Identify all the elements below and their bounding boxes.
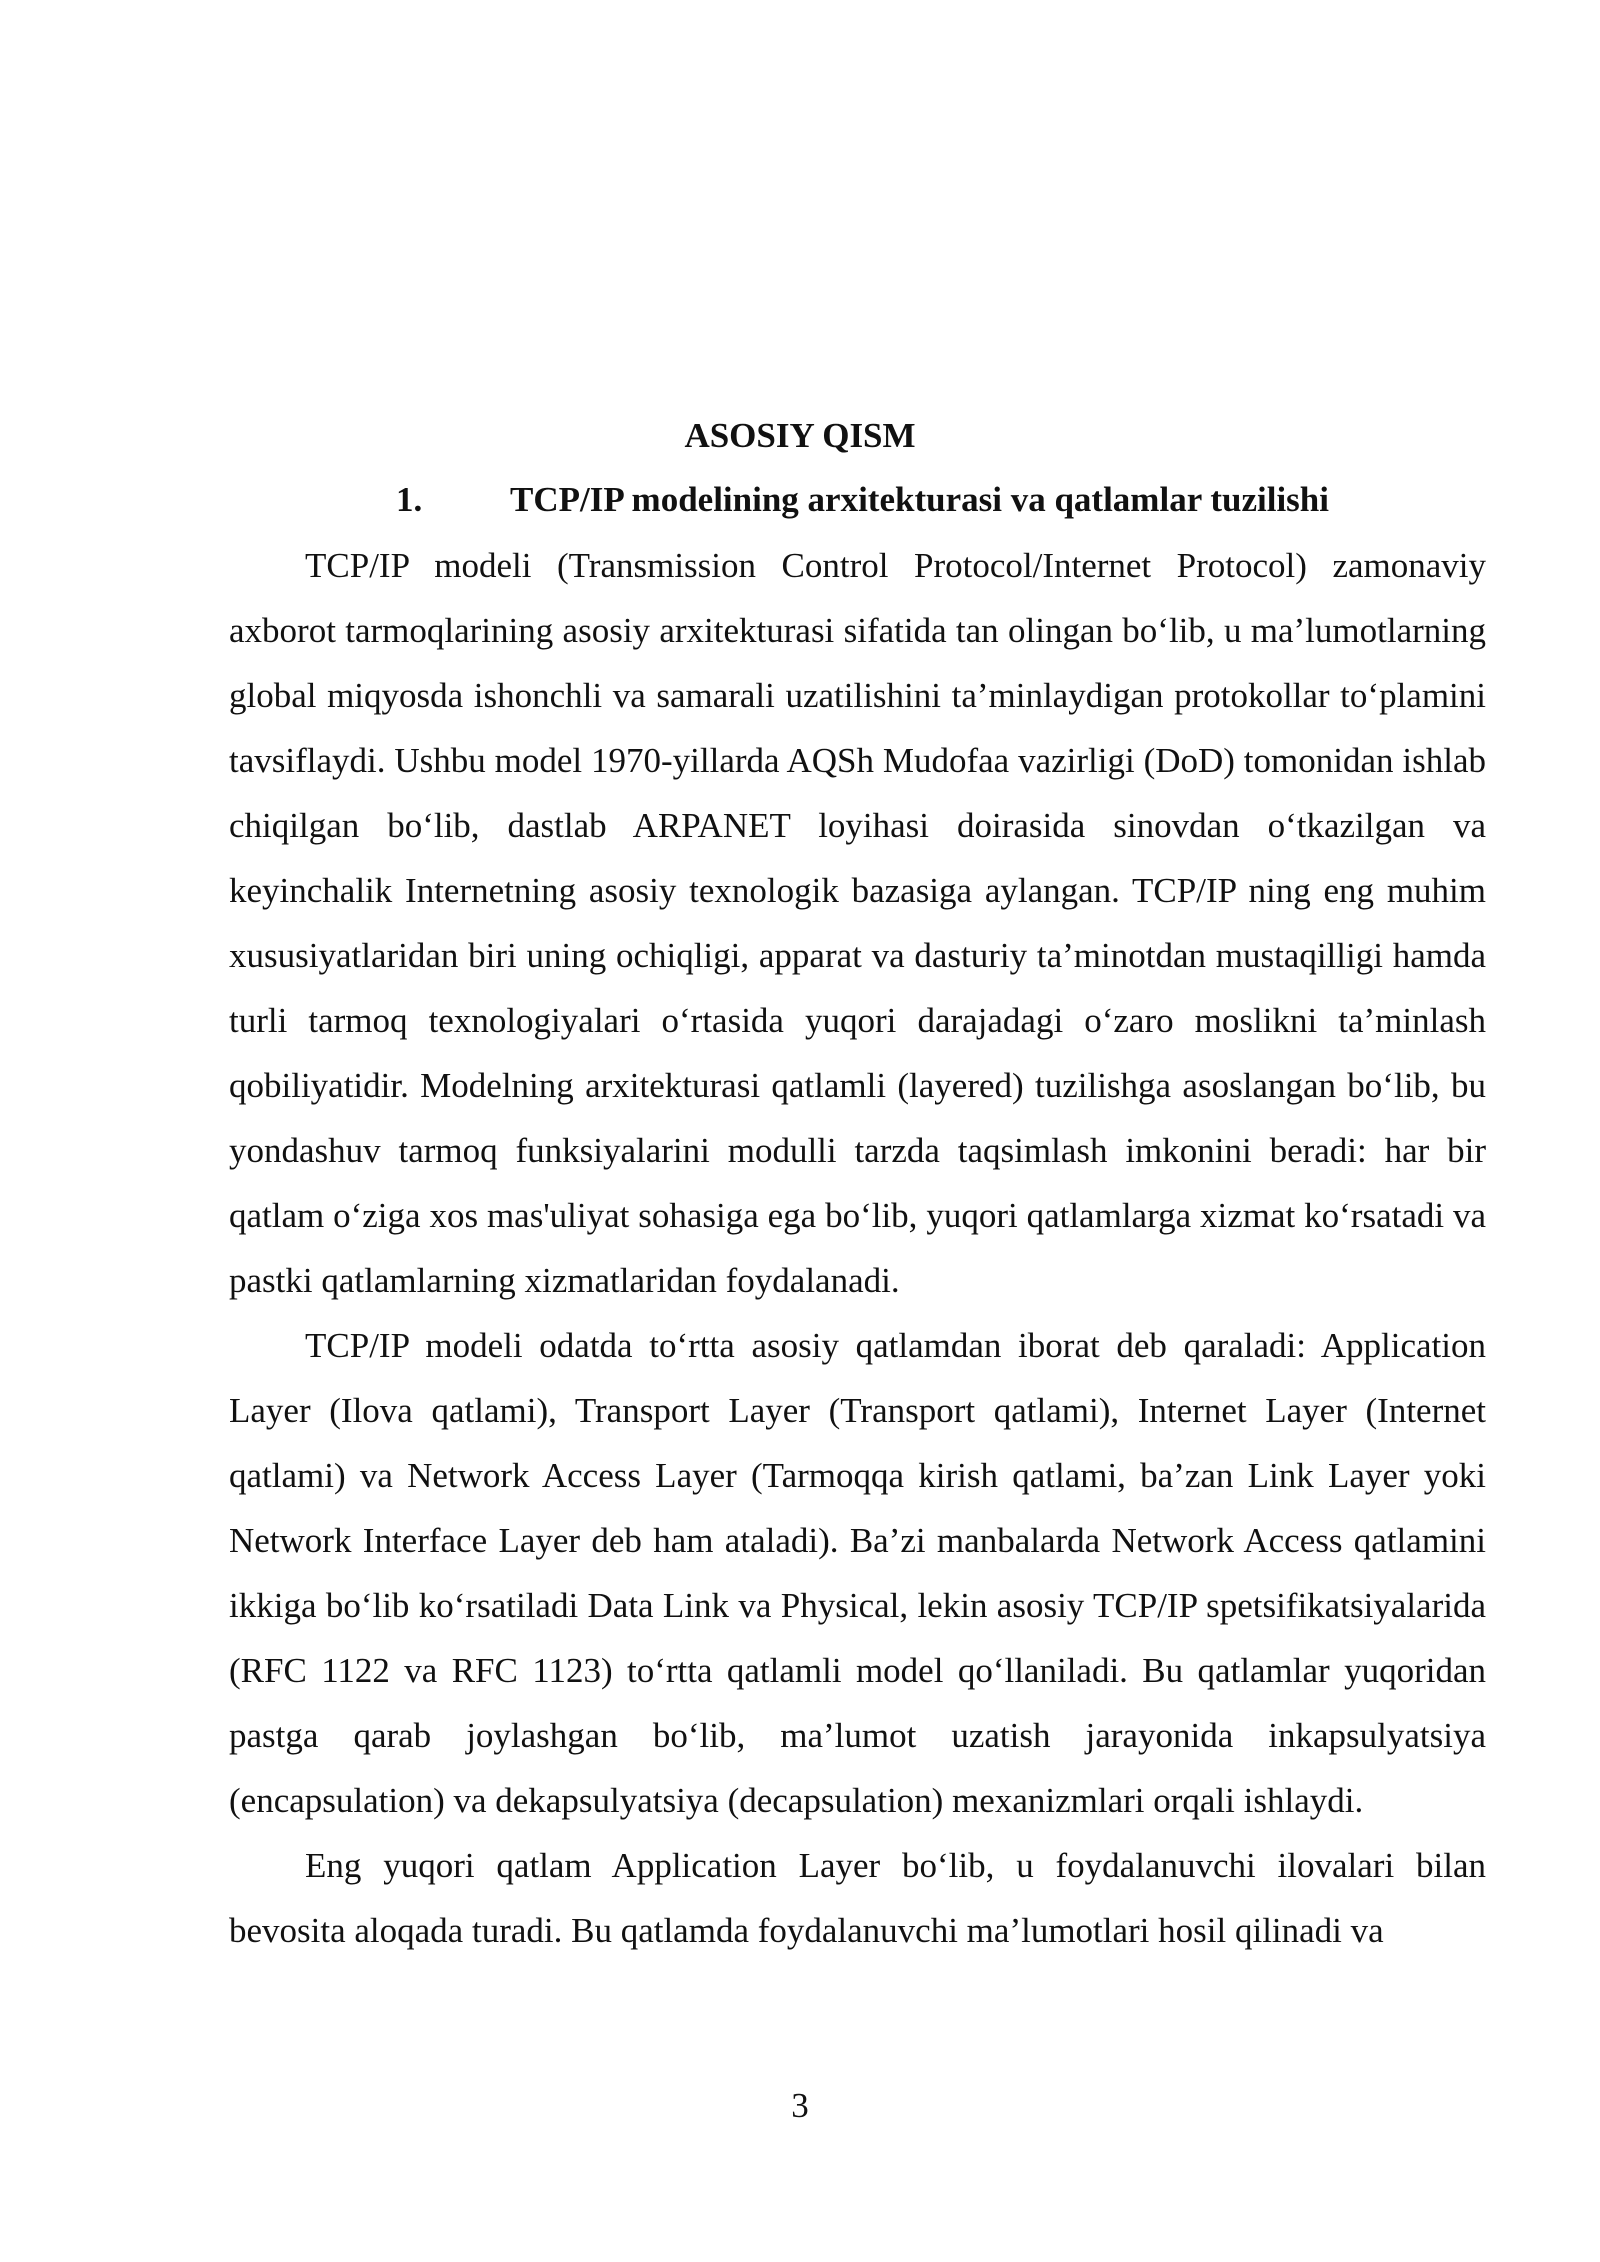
paragraph-2: TCP/IP modeli odatda to‘rtta asosiy qatlamdan iborat deb qaraladi: Application Layer (Ilova qatlami), Transport Layer (Transport qatlami), Internet Layer (Internet qatlami) va Network Access Layer (Tarmoqqa kirish qatlami, ba’zan Link Layer yoki Network Interface Layer deb ham ataladi). Ba’zi manbalarda Network Access qatlamini ikkiga bo‘lib ko‘rsatiladi Data Link va Physical, lekin asosiy TCP/IP spetsifikatsiyalarida (RFC 1122 va RFC 1123) to‘rtta qatlamli model qo‘llaniladi. Bu qatlamlar yuqoridan pastga qarab joylashgan bo‘lib, ma’lumot uzatish jarayonida inkapsulyatsiya (encapsulation) va dekapsulyatsiya (decapsulation) mexanizmlari orqali ishlaydi.: [229, 1326, 1486, 1820]
page-number: 3: [791, 2086, 809, 2125]
section-title: ASOSIY QISM: [684, 416, 916, 455]
heading-text: TCP/IP modelining arxitekturasi va qatlamlar tuzilishi: [510, 480, 1329, 519]
paragraph-1: TCP/IP modeli (Transmission Control Protocol/Internet Protocol) zamonaviy axborot tarmoqlarining asosiy arxitekturasi sifatida tan olingan bo‘lib, u ma’lumotlarning global miqyosda ishonchli va samarali uzatilishini ta’minlaydigan protokollar to‘plamini tavsiflaydi. Ushbu model 1970-yillarda AQSh Mudofaa vazirligi (DoD) tomonidan ishlab chiqilgan bo‘lib, dastlab ARPANET loyihasi doirasida sinovdan o‘tkazilgan va keyinchalik Internetning asosiy texnologik bazasiga aylangan. TCP/IP ning eng muhim xususiyatlaridan biri uning ochiqligi, apparat va dasturiy ta’minotdan mustaqilligi hamda turli tarmoq texnologiyalari o‘rtasida yuqori darajadagi o‘zaro moslikni ta’minlash qobiliyatidir. Modelning arxitekturasi qatlamli (layered) tuzilishga asoslangan bo‘lib, bu yondashuv tarmoq funksiyalarini modulli tarzda taqsimlash imkonini beradi: har bir qatlam o‘ziga xos mas'uliyat sohasiga ega bo‘lib, yuqori qatlamlarga xizmat ko‘rsatadi va pastki qatlamlarning xizmatlaridan foydalanadi.: [229, 546, 1486, 1300]
body-text: [229, 533, 1486, 1963]
heading-number: 1.: [396, 480, 423, 519]
paragraph-3: Eng yuqori qatlam Application Layer bo‘lib, u foydalanuvchi ilovalari bilan bevosita aloqada turadi. Bu qatlamda foydalanuvchi ma’lumotlari hosil qilinadi va: [229, 1846, 1486, 1950]
chapter-heading: [396, 474, 1406, 526]
